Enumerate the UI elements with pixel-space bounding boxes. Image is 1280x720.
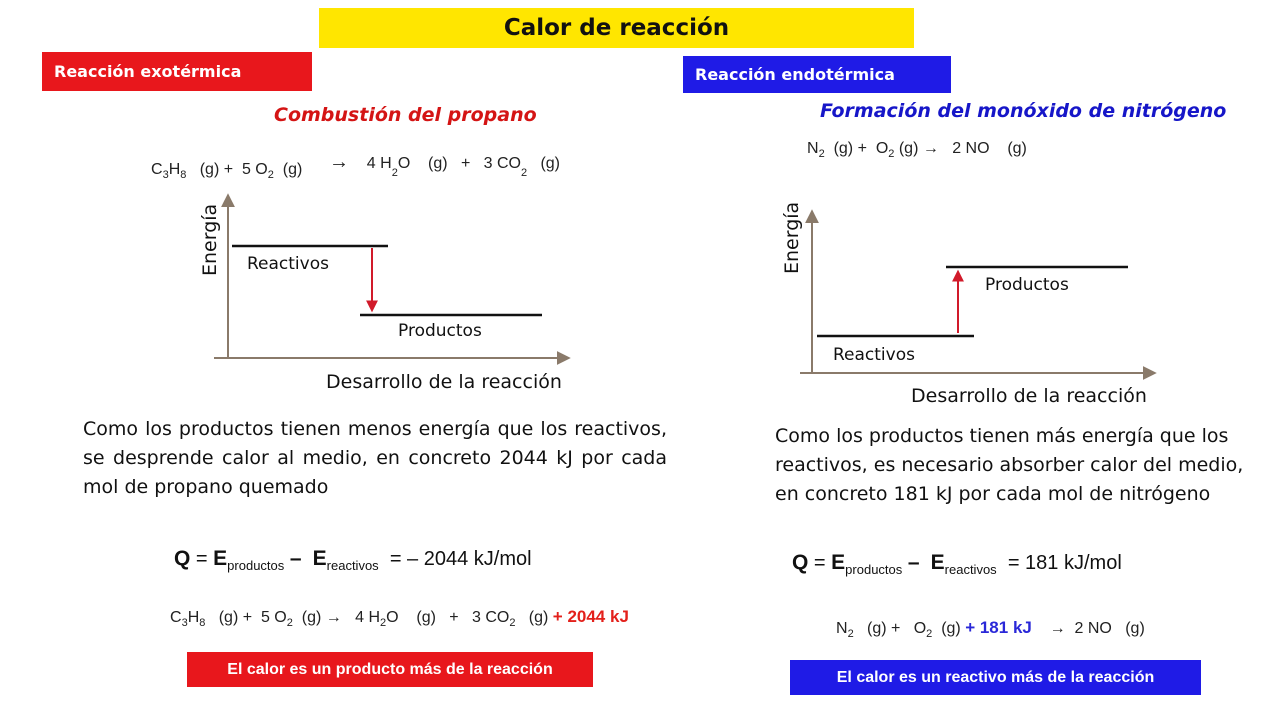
- exothermic-tag: Reacción exotérmica: [42, 52, 312, 91]
- q-result: = 181 kJ/mol: [1007, 552, 1122, 574]
- eq-subscript: 3: [181, 617, 188, 630]
- eq-term: +: [449, 609, 459, 626]
- reactants-subscript: reactivos: [944, 562, 997, 577]
- eq-term: (g): [1007, 140, 1027, 157]
- eq-subscript: 2: [888, 148, 895, 161]
- minus-sign: –: [289, 547, 302, 570]
- eq-subscript: 2: [818, 148, 825, 161]
- eq-subscript: 3: [162, 169, 169, 182]
- endo-xaxis-label: Desarrollo de la reacción: [911, 385, 1147, 407]
- eq-subscript: 8: [180, 169, 187, 182]
- eq-term: H: [187, 609, 200, 626]
- endo-q-equation: [792, 551, 1122, 577]
- eq-term: N: [807, 140, 819, 157]
- eq-term: O: [386, 609, 399, 626]
- eq-subscript: 2: [847, 628, 854, 641]
- eq-term: (g): [428, 155, 448, 172]
- e-symbol: E: [930, 551, 945, 574]
- eq-term: O: [913, 620, 927, 637]
- eq-term: 3 CO: [483, 155, 521, 172]
- products-label: Productos: [985, 275, 1069, 295]
- endo-energy-diagram: [770, 190, 1170, 390]
- e-symbol: E: [312, 547, 327, 570]
- heat-term: + 181 kJ: [965, 618, 1032, 637]
- eq-term: 5 O: [260, 609, 287, 626]
- products-label: Productos: [398, 321, 482, 341]
- eq-term: C: [170, 609, 182, 626]
- endo-reaction-equation: [807, 140, 1027, 160]
- eq-term: O: [875, 140, 889, 157]
- eq-term: C: [151, 161, 163, 178]
- eq-term: (g) →: [301, 609, 342, 626]
- eq-term: 2 NO: [952, 140, 990, 157]
- eq-term: O: [397, 155, 411, 172]
- eq-term: 3 CO: [471, 609, 510, 626]
- energy-axis-label: Energía: [199, 203, 221, 276]
- eq-term: (g): [528, 609, 549, 626]
- exo-subtitle: Combustión del propano: [274, 104, 537, 126]
- equals-sign: =: [813, 552, 826, 574]
- eq-term: (g): [416, 609, 436, 626]
- exo-note: El calor es un producto más de la reacción: [187, 652, 593, 687]
- heat-term: + 2044 kJ: [552, 607, 629, 626]
- eq-term: (g) +: [199, 161, 234, 178]
- eq-term: 2 NO: [1074, 620, 1112, 637]
- endo-note: El calor es un reactivo más de la reacción: [790, 660, 1201, 695]
- eq-term: +: [460, 155, 471, 172]
- exo-q-equation: [174, 547, 532, 573]
- minus-sign: –: [907, 551, 920, 574]
- eq-arrow: →: [329, 151, 349, 173]
- exo-reaction-equation: [151, 151, 561, 182]
- eq-term: (g): [1125, 620, 1145, 637]
- eq-term: (g) +: [218, 609, 253, 626]
- eq-subscript: 2: [267, 169, 274, 182]
- eq-term: N: [836, 620, 848, 637]
- page-title: Calor de reacción: [319, 8, 914, 48]
- e-symbol: E: [831, 551, 846, 574]
- exo-heat-equation: [170, 607, 629, 629]
- eq-term: 4 H: [355, 609, 381, 626]
- endo-heat-equation: [836, 618, 1145, 640]
- q-result: = – 2044 kJ/mol: [389, 548, 532, 570]
- equals-sign: =: [195, 548, 208, 570]
- products-subscript: productos: [227, 558, 285, 573]
- eq-arrow: →: [1049, 620, 1066, 637]
- eq-term: (g) +: [867, 620, 901, 637]
- exo-explanation: Como los productos tienen menos energía que los reactivos, se desprende calor al medio, en concreto 2044 kJ por cada mol de propano quemado: [83, 418, 667, 498]
- eq-subscript: 2: [286, 617, 293, 630]
- reactants-label: Reactivos: [247, 254, 329, 274]
- endo-subtitle: Formación del monóxido de nitrógeno: [820, 100, 1227, 122]
- reactants-subscript: reactivos: [326, 558, 379, 573]
- endothermic-tag: Reacción endotérmica: [683, 56, 951, 93]
- eq-term: 4 H: [366, 155, 392, 172]
- energy-axis-label: Energía: [781, 201, 803, 274]
- e-symbol: E: [213, 547, 228, 570]
- eq-term: (g) →: [898, 140, 939, 157]
- eq-subscript: 2: [391, 167, 398, 180]
- reactants-label: Reactivos: [833, 345, 915, 365]
- eq-subscript: 2: [520, 167, 528, 180]
- eq-term: 5 O: [241, 161, 268, 178]
- eq-term: H: [168, 161, 181, 178]
- q-symbol: Q: [174, 547, 191, 570]
- eq-term: (g): [941, 620, 961, 637]
- eq-subscript: 2: [380, 617, 387, 630]
- products-subscript: productos: [845, 562, 903, 577]
- exo-xaxis-label: Desarrollo de la reacción: [326, 371, 562, 393]
- eq-subscript: 8: [199, 617, 206, 630]
- q-symbol: Q: [792, 551, 809, 574]
- eq-subscript: 2: [509, 617, 516, 630]
- endo-explanation: Como los productos tienen más energía que los reactivos, es necesario absorber calor del medio, en concreto 181 kJ por cada mol de nitrógeno: [775, 425, 1244, 505]
- eq-term: (g) +: [833, 140, 867, 157]
- exo-energy-diagram: [190, 190, 590, 390]
- eq-term: (g): [282, 161, 303, 178]
- eq-subscript: 2: [926, 628, 933, 641]
- eq-term: (g): [540, 155, 561, 172]
